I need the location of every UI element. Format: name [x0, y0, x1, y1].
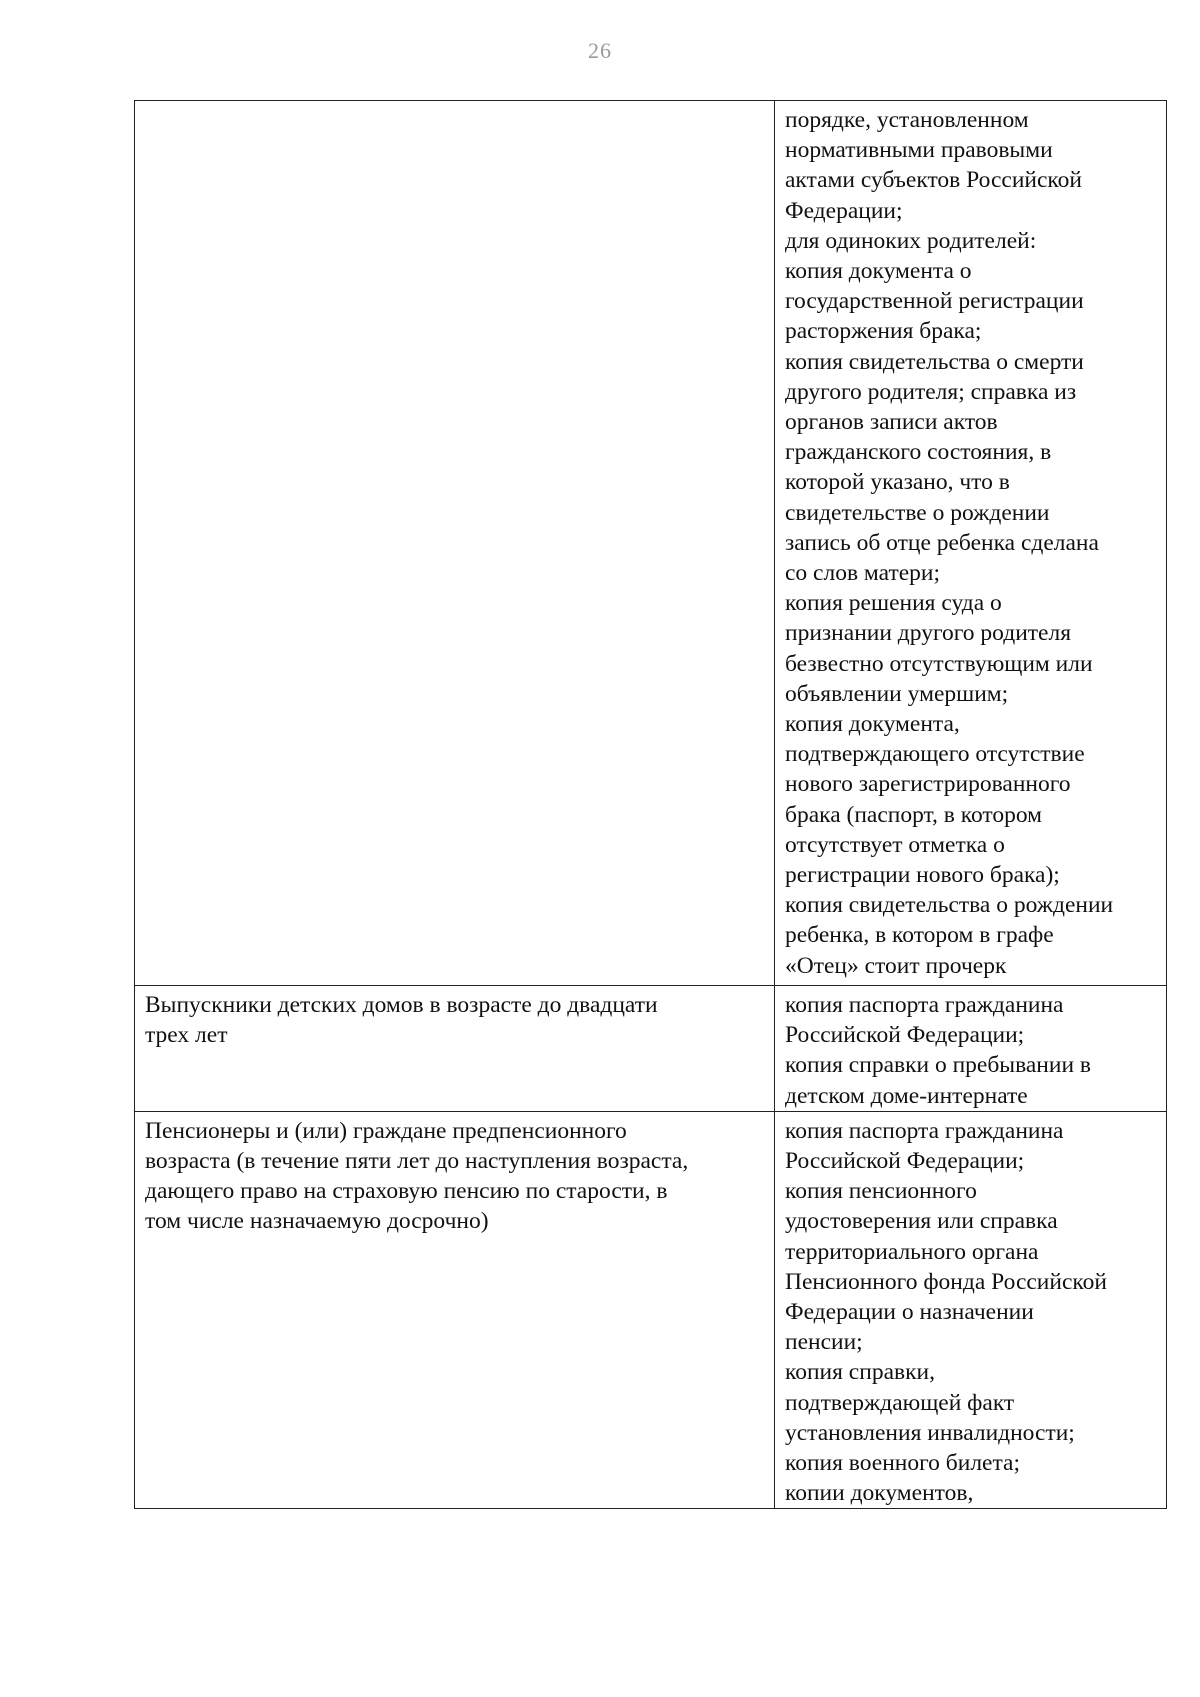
cell-text-line: другого родителя; справка из [785, 378, 1077, 405]
cell-text-line: копия паспорта гражданина [785, 1117, 1064, 1144]
cell-text-line: копии документов, [785, 1480, 974, 1507]
table-row [135, 986, 1167, 1112]
cell-text-line: порядке, установленном [785, 107, 1029, 133]
cell-text-line: детском доме-интернате [785, 1082, 1028, 1109]
cell-text-line: копия пенсионного [785, 1178, 977, 1205]
cell-text-line: копия справки о пребывании в [785, 1052, 1092, 1079]
cell-text-line: со слов матери; [785, 560, 941, 587]
cell-text-line: свидетельстве о рождении [785, 499, 1050, 526]
cell-text-line: нового зарегистрированного [785, 771, 1071, 798]
cell-text-line: которой указано, что в [785, 469, 1010, 496]
cell-text-line: подтверждающего отсутствие [785, 741, 1085, 768]
cell-text-line: копия решения суда о [785, 590, 1002, 617]
cell-text-line: удостоверения или справка [785, 1208, 1058, 1235]
category-cell [135, 986, 775, 1112]
cell-text-line: Федерации о назначении [785, 1299, 1034, 1326]
cell-text-line: безвестно отсутствующим или [785, 650, 1093, 677]
cell-text-line: трех лет [145, 1022, 228, 1049]
cell-text-line: признании другого родителя [785, 620, 1072, 647]
documents-cell [775, 986, 1167, 1112]
page-number: 26 [588, 38, 612, 63]
cell-text-line: копия военного билета; [785, 1450, 1020, 1477]
cell-text-line: регистрации нового брака); [785, 862, 1060, 889]
cell-text-line: территориального органа [785, 1238, 1039, 1265]
cell-text-line: «Отец» стоит прочерк [785, 952, 1007, 979]
cell-text-line: объявлении умершим; [785, 680, 1009, 707]
cell-text-line: подтверждающей факт [785, 1389, 1015, 1416]
documents-table [134, 100, 1167, 1509]
cell-text-line: Российской Федерации; [785, 1022, 1025, 1049]
cell-text-line: пенсии; [785, 1329, 863, 1356]
cell-text-line: актами субъектов Российской [785, 167, 1082, 194]
cell-text-line: копия справки, [785, 1359, 935, 1386]
cell-text-line: копия свидетельства о смерти [785, 348, 1084, 375]
cell-text-line: копия документа, [785, 711, 960, 738]
cell-text-line: ребенка, в котором в графе [785, 922, 1054, 949]
cell-text-line: государственной регистрации [785, 288, 1084, 315]
documents-cell [775, 101, 1167, 986]
table-row [135, 101, 1167, 986]
cell-text-line: том числе назначаемую досрочно) [145, 1208, 489, 1235]
table-row [135, 1111, 1167, 1509]
cell-text-line: дающего право на страховую пенсию по старости, в [145, 1178, 668, 1205]
cell-text-line: расторжения брака; [785, 318, 982, 345]
cell-text-line: установления инвалидности; [785, 1419, 1075, 1446]
cell-text-line: брака (паспорт, в котором [785, 801, 1043, 828]
cell-text-line: копия документа о [785, 258, 972, 285]
cell-text-line: Выпускники детских домов в возрасте до двадцати [145, 992, 658, 1018]
category-cell [135, 1111, 775, 1509]
documents-cell [775, 1111, 1167, 1509]
cell-text-line: для одиноких родителей: [785, 227, 1037, 254]
cell-text-line: копия паспорта гражданина [785, 992, 1064, 1018]
cell-text-line: гражданского состояния, в [785, 439, 1052, 466]
cell-text-line: органов записи актов [785, 409, 998, 436]
cell-text-line: копия свидетельства о рождении [785, 892, 1114, 919]
cell-text-line: запись об отце ребенка сделана [785, 529, 1099, 556]
cell-text-line: отсутствует отметка о [785, 831, 1005, 858]
cell-text-line: Российской Федерации; [785, 1148, 1025, 1175]
cell-text-line: нормативными правовыми [785, 137, 1053, 164]
cell-text-line: Пенсионного фонда Российской [785, 1268, 1107, 1295]
category-cell [135, 101, 775, 986]
cell-text-line: Пенсионеры и (или) граждане предпенсионного [145, 1117, 627, 1144]
cell-text-line: возраста (в течение пяти лет до наступления возраста, [145, 1148, 689, 1175]
cell-text-line: Федерации; [785, 197, 903, 224]
